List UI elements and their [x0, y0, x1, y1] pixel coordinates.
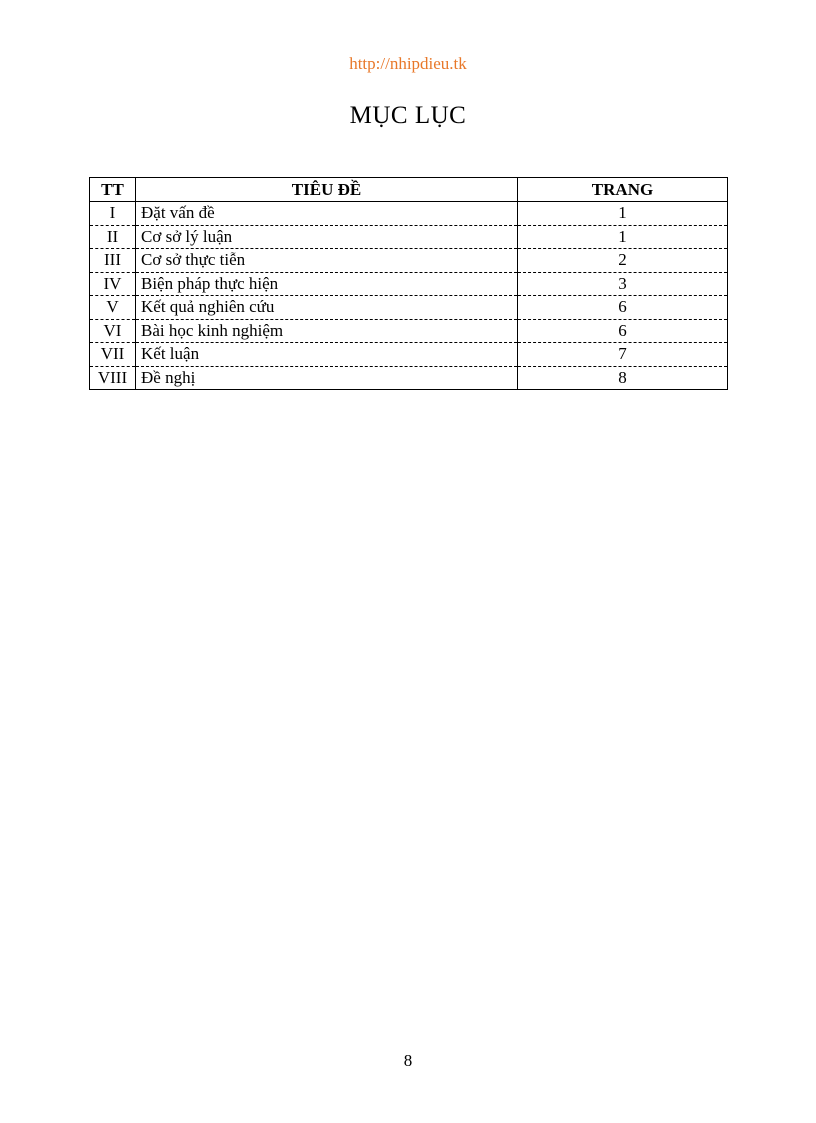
row-number: VI	[90, 319, 136, 343]
table-row	[90, 272, 728, 296]
row-page: 6	[518, 296, 728, 320]
row-page: 3	[518, 272, 728, 296]
table-row	[90, 366, 728, 390]
table-row	[90, 319, 728, 343]
row-page: 1	[518, 202, 728, 226]
row-title: Đề nghị	[136, 366, 518, 390]
row-number: VII	[90, 343, 136, 367]
column-header-title: TIÊU ĐỀ	[136, 178, 518, 202]
table-row	[90, 249, 728, 273]
row-number: V	[90, 296, 136, 320]
row-number: IV	[90, 272, 136, 296]
row-number: VIII	[90, 366, 136, 390]
row-title: Bài học kinh nghiệm	[136, 319, 518, 343]
table-header-row	[90, 178, 728, 202]
column-header-page: TRANG	[518, 178, 728, 202]
row-page: 6	[518, 319, 728, 343]
row-title: Biện pháp thực hiện	[136, 272, 518, 296]
page-number: 8	[403, 1051, 413, 1070]
table-row	[90, 225, 728, 249]
row-page: 1	[518, 225, 728, 249]
row-page: 2	[518, 249, 728, 273]
row-number: I	[90, 202, 136, 226]
row-page: 8	[518, 366, 728, 390]
row-title: Kết luận	[136, 343, 518, 367]
row-number: II	[90, 225, 136, 249]
column-header-tt: TT	[90, 178, 136, 202]
page-title: MỤC LỤC	[349, 102, 467, 129]
table-of-contents	[89, 177, 728, 390]
row-page: 7	[518, 343, 728, 367]
row-title: Kết quả nghiên cứu	[136, 296, 518, 320]
row-title: Đặt vấn đề	[136, 202, 518, 226]
row-title: Cơ sở lý luận	[136, 225, 518, 249]
row-number: III	[90, 249, 136, 273]
table-row	[90, 343, 728, 367]
row-title: Cơ sở thực tiễn	[136, 249, 518, 273]
table-row	[90, 202, 728, 226]
table-row	[90, 296, 728, 320]
header-link[interactable]: http://nhipdieu.tk	[349, 54, 467, 73]
